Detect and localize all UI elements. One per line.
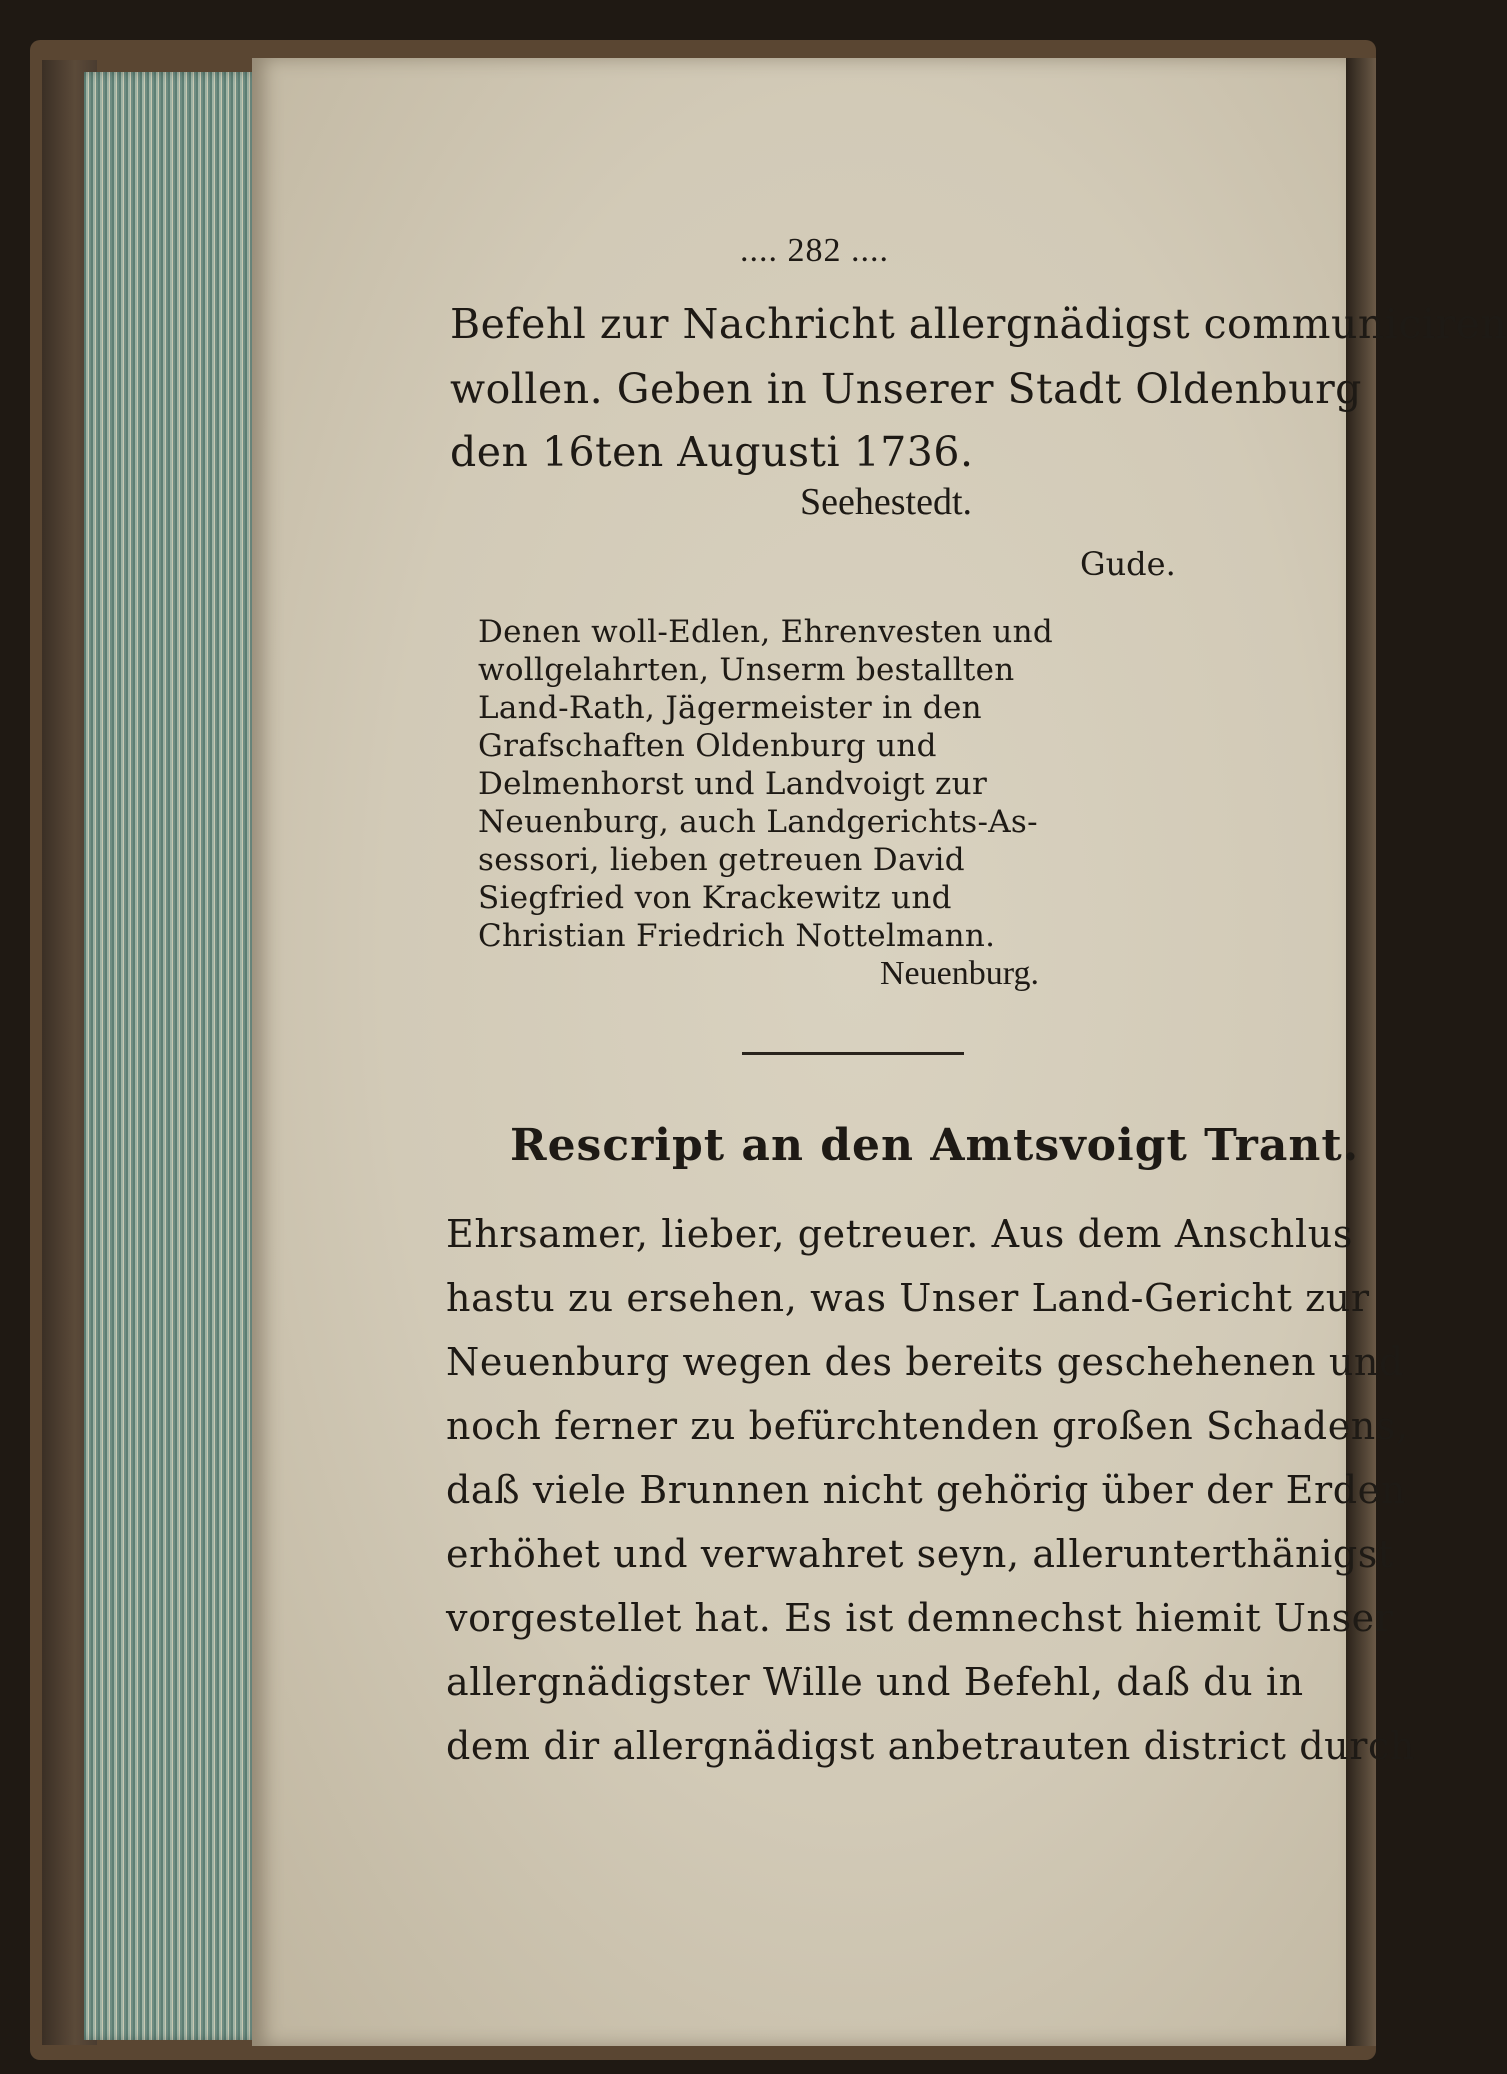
address-line-8: Siegfried von Krackewitz und xyxy=(478,880,952,916)
section-divider xyxy=(742,1052,964,1055)
address-line-1: Denen woll-Edlen, Ehrenvesten und xyxy=(478,614,1054,650)
place-neuenburg: Neuenburg. xyxy=(880,955,1039,992)
address-line-6: Neuenburg, auch Landgerichts-As- xyxy=(478,804,1038,840)
signature-seehestedt: Seehestedt. xyxy=(800,481,973,523)
paragraph2-line-3: Neuenburg wegen des bereits geschehenen und xyxy=(446,1340,1404,1384)
page-edges xyxy=(84,72,260,2040)
paragraph2-line-7: vorgestellet hat. Es ist demnechst hiemit Unser xyxy=(446,1596,1394,1640)
paragraph2-line-5: daß viele Brunnen nicht gehörig über der Erden xyxy=(446,1468,1406,1512)
paragraph2-line-6: erhöhet und verwahret seyn, allerunterthänigst xyxy=(446,1532,1394,1576)
section-heading: Rescript an den Amtsvoigt Trant. xyxy=(510,1120,1360,1171)
address-line-9: Christian Friedrich Nottelmann. xyxy=(478,918,996,954)
address-line-5: Delmenhorst und Landvoigt zur xyxy=(478,766,988,802)
address-line-2: wollgelahrten, Unserm bestallten xyxy=(478,652,1015,688)
address-line-4: Grafschaften Oldenburg und xyxy=(478,728,937,764)
paragraph1-line-2: wollen. Geben in Unserer Stadt Oldenburg xyxy=(450,365,1362,413)
paragraph2-line-2: hastu zu ersehen, was Unser Land-Gericht zur xyxy=(446,1276,1370,1320)
page-number: .... 282 .... xyxy=(740,232,889,269)
signature-gude: Gude. xyxy=(1080,545,1176,583)
paragraph1-line-1: Befehl zur Nachricht allergnädigst communiciren xyxy=(450,300,1507,348)
paragraph2-line-1: Ehrsamer, lieber, getreuer. Aus dem Anschlus xyxy=(446,1212,1353,1256)
address-line-3: Land-Rath, Jägermeister in den xyxy=(478,690,982,726)
paragraph1-line-3: den 16ten Augusti 1736. xyxy=(450,428,974,476)
address-line-7: sessori, lieben getreuen David xyxy=(478,842,965,878)
paragraph2-line-9: dem dir allergnädigst anbetrauten district durch xyxy=(446,1724,1415,1768)
paragraph2-line-4: noch ferner zu befürchtenden großen Schadens, xyxy=(446,1404,1409,1448)
paragraph2-line-8: allergnädigster Wille und Befehl, daß du in xyxy=(446,1660,1304,1704)
